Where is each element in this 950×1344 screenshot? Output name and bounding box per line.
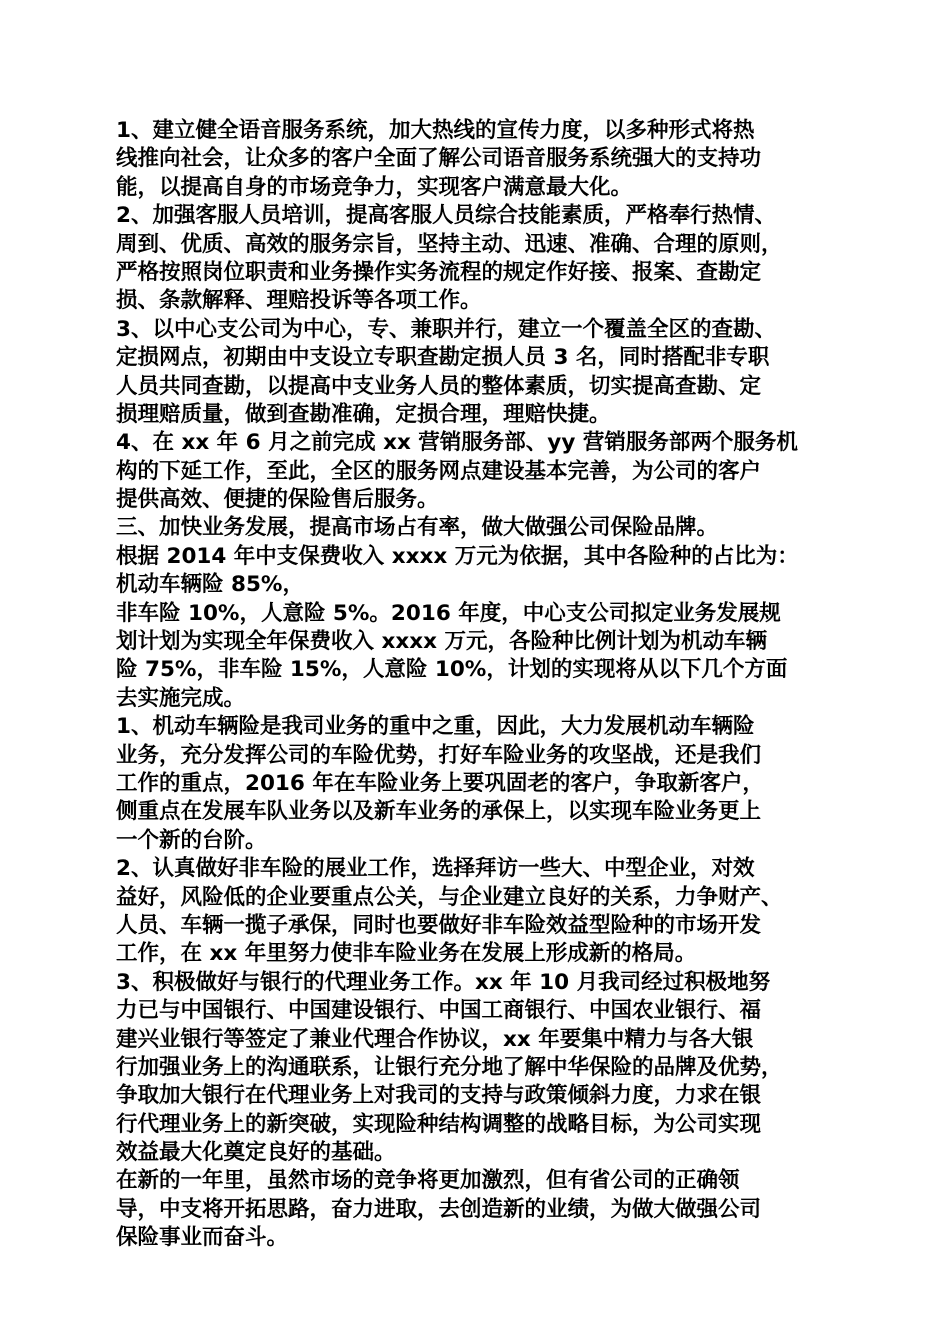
text-line: 险 75%，非车险 15%，人意险 10%，计划的实现将从以下几个方面 xyxy=(116,657,788,683)
text-line: 在新的一年里，虽然市场的竞争将更加激烈，但有省公司的正确领 xyxy=(116,1168,740,1194)
text-line: 去实施完成。 xyxy=(116,685,246,711)
text-line: 周到、优质、高效的服务宗旨，坚持主动、迅速、准确、合理的原则， xyxy=(116,231,783,257)
text-line: 业务，充分发挥公司的车险优势，打好车险业务的攻坚战，还是我们 xyxy=(116,742,762,768)
text-line: 2、认真做好非车险的展业工作，选择拜访一些大、中型企业，对效 xyxy=(116,856,755,882)
text-line: 行加强业务上的沟通联系，让银行充分地了解中华保险的品牌及优势， xyxy=(116,1054,783,1080)
text-line: 三、加快业务发展，提高市场占有率，做大做强公司保险品牌。 xyxy=(116,515,719,541)
text-line: 4、在 xx 年 6 月之前完成 xx 营销服务部、yy 营销服务部两个服务机 xyxy=(116,430,798,456)
text-line: 1、机动车辆险是我司业务的重中之重，因此，大力发展机动车辆险 xyxy=(116,714,755,740)
text-line: 严格按照岗位职责和业务操作实务流程的规定作好接、报案、查勘定 xyxy=(116,259,762,285)
text-line: 人员、车辆一揽子承保，同时也要做好非车险效益型险种的市场开发 xyxy=(116,912,762,938)
text-line: 力已与中国银行、中国建设银行、中国工商银行、中国农业银行、福 xyxy=(116,998,762,1024)
text-line: 划计划为实现全年保费收入 xxxx 万元，各险种比例计划为机动车辆 xyxy=(116,629,767,655)
text-line: 益好，风险低的企业要重点公关，与企业建立良好的关系，力争财产、 xyxy=(116,884,783,910)
text-line: 根据 2014 年中支保费收入 xxxx 万元为依据，其中各险种的占比为： xyxy=(116,543,799,569)
text-line: 非车险 10%，人意险 5%。2016 年度，中心支公司拟定业务发展规 xyxy=(116,600,781,626)
text-line: 导，中支将开拓思路，奋力进取，去创造新的业绩，为做大做强公司 xyxy=(116,1196,762,1222)
text-line: 行代理业务上的新突破，实现险种结构调整的战略目标，为公司实现 xyxy=(116,1111,762,1137)
text-line: 建兴业银行等签定了兼业代理合作协议，xx 年要集中精力与各大银 xyxy=(116,1026,754,1052)
document-body xyxy=(116,117,856,1253)
text-line: 2、加强客服人员培训，提高客服人员综合技能素质，严格奉行热情、 xyxy=(116,203,776,229)
text-line: 侧重点在发展车队业务以及新车业务的承保上，以实现车险业务更上 xyxy=(116,799,762,825)
text-line: 能，以提高自身的市场竞争力，实现客户满意最大化。 xyxy=(116,174,633,200)
text-line: 线推向社会，让众多的客户全面了解公司语音服务系统强大的支持功 xyxy=(116,146,762,172)
text-line: 保险事业而奋斗。 xyxy=(116,1225,289,1251)
text-line: 3、积极做好与银行的代理业务工作。xx 年 10 月我司经过积极地努 xyxy=(116,969,771,995)
text-line: 提供高效、便捷的保险售后服务。 xyxy=(116,487,439,513)
text-line: 效益最大化奠定良好的基础。 xyxy=(116,1140,396,1166)
text-line: 1、建立健全语音服务系统，加大热线的宣传力度，以多种形式将热 xyxy=(116,118,755,143)
text-line: 3、以中心支公司为中心，专、兼职并行，建立一个覆盖全区的查勘、 xyxy=(116,316,776,342)
text-line: 定损网点，初期由中支设立专职查勘定损人员 3 名，同时搭配非专职 xyxy=(116,345,770,371)
text-line: 争取加大银行在代理业务上对我司的支持与政策倾斜力度，力求在银 xyxy=(116,1083,762,1109)
text-line: 人员共同查勘，以提高中支业务人员的整体素质，切实提高查勘、定 xyxy=(116,373,762,399)
text-line: 损理赔质量，做到查勘准确，定损合理，理赔快捷。 xyxy=(116,401,611,427)
text-line: 工作的重点，2016 年在车险业务上要巩固老的客户，争取新客户， xyxy=(116,770,764,796)
text-line: 损、条款解释、理赔投诉等各项工作。 xyxy=(116,288,482,314)
text-line: 一个新的台阶。 xyxy=(116,827,267,853)
text-line: 机动车辆险 85%， xyxy=(116,572,304,598)
text-line: 构的下延工作，至此，全区的服务网点建设基本完善，为公司的客户 xyxy=(116,458,762,484)
text-line: 工作，在 xx 年里努力使非车险业务在发展上形成新的格局。 xyxy=(116,941,697,967)
